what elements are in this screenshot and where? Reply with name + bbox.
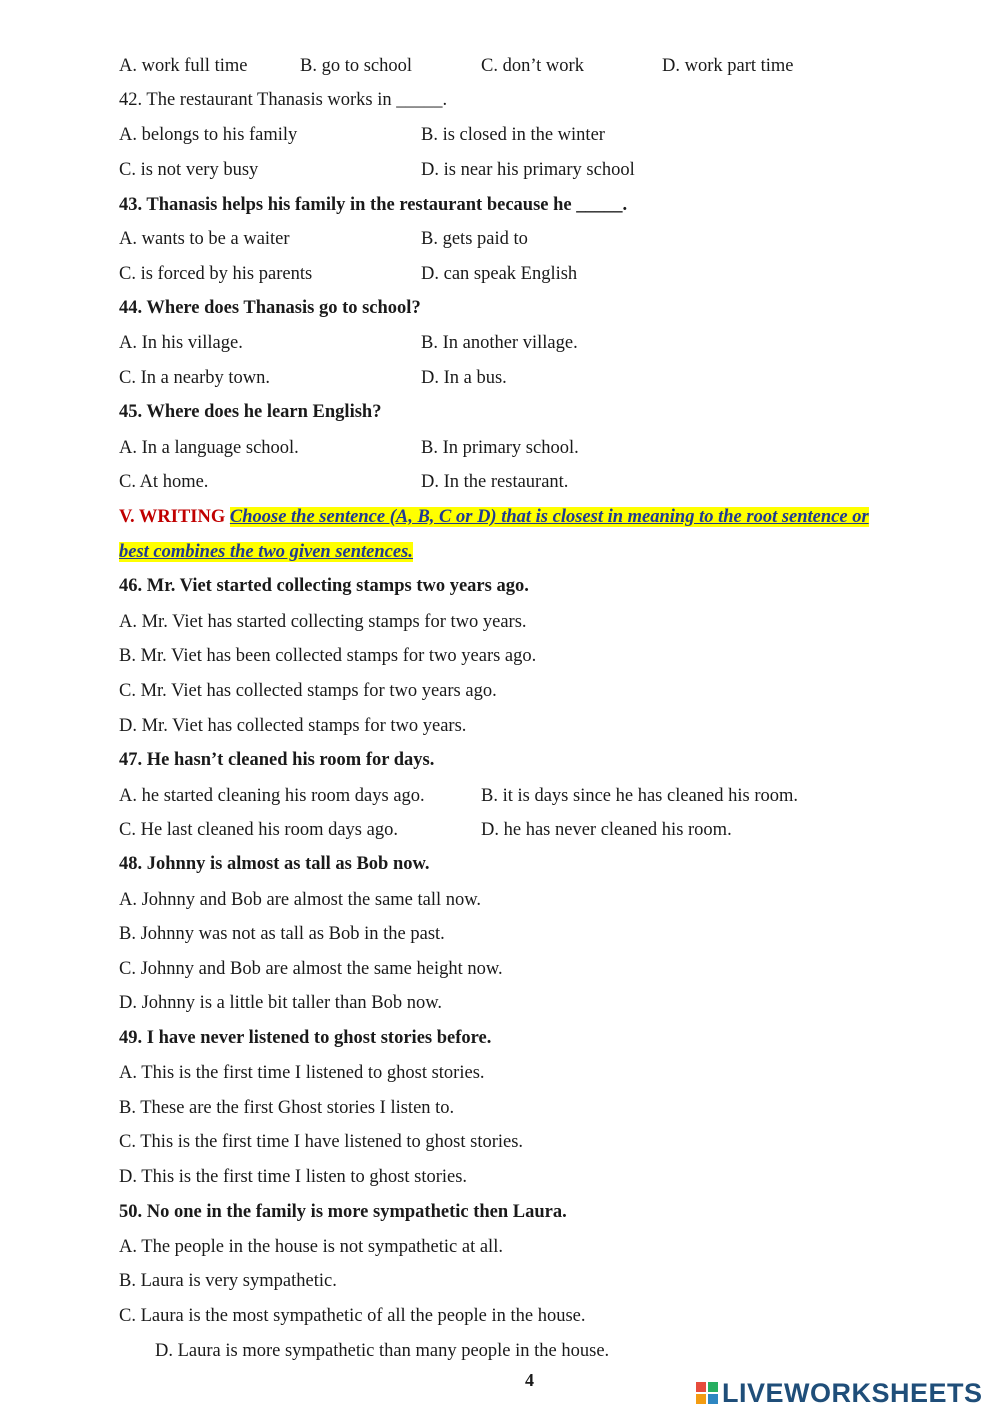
q49-option-a[interactable]: A. This is the first time I listened to ghost stories. <box>119 1063 485 1083</box>
q47-stem: 47. He hasn’t cleaned his room for days. <box>119 750 435 770</box>
section-instruction-line2: best combines the two given sentences. <box>119 542 413 562</box>
q41-option-c[interactable]: C. don’t work <box>481 56 584 76</box>
q42-option-a[interactable]: A. belongs to his family <box>119 125 298 145</box>
q44-stem: 44. Where does Thanasis go to school? <box>119 298 421 318</box>
q49-option-d[interactable]: D. This is the first time I listen to ghost stories. <box>119 1167 468 1187</box>
logo-square-3 <box>696 1394 706 1404</box>
logo-grid-icon <box>696 1382 718 1404</box>
q44-option-d[interactable]: D. In a bus. <box>421 368 507 388</box>
q48-option-a[interactable]: A. Johnny and Bob are almost the same tall now. <box>119 890 482 910</box>
q47-option-d[interactable]: D. he has never cleaned his room. <box>481 820 732 840</box>
q45-option-c[interactable]: C. At home. <box>119 472 209 492</box>
q50-option-a[interactable]: A. The people in the house is not sympathetic at all. <box>119 1237 503 1257</box>
q48-option-b[interactable]: B. Johnny was not as tall as Bob in the past. <box>119 924 445 944</box>
section-heading <box>119 505 869 529</box>
q49-stem: 49. I have never listened to ghost stories before. <box>119 1028 492 1048</box>
q46-option-b[interactable]: B. Mr. Viet has been collected stamps for two years ago. <box>119 646 537 666</box>
q41-option-b[interactable]: B. go to school <box>300 56 413 76</box>
q45-stem: 45. Where does he learn English? <box>119 402 382 422</box>
liveworksheets-logo[interactable] <box>696 1377 983 1409</box>
q47-option-a[interactable]: A. he started cleaning his room days ago. <box>119 786 425 806</box>
q47-option-c[interactable]: C. He last cleaned his room days ago. <box>119 820 398 840</box>
q46-option-d[interactable]: D. Mr. Viet has collected stamps for two years. <box>119 716 467 736</box>
q48-stem: 48. Johnny is almost as tall as Bob now. <box>119 854 430 874</box>
section-instruction-line1: Choose the sentence (A, B, C or D) that is closest in meaning to the root sentence or <box>229 507 869 527</box>
q48-option-d[interactable]: D. Johnny is a little bit taller than Bob now. <box>119 993 443 1013</box>
q49-option-c[interactable]: C. This is the first time I have listened to ghost stories. <box>119 1132 524 1152</box>
q46-option-c[interactable]: C. Mr. Viet has collected stamps for two years ago. <box>119 681 497 701</box>
q45-option-b[interactable]: B. In primary school. <box>421 438 579 458</box>
q43-option-a[interactable]: A. wants to be a waiter <box>119 229 290 249</box>
q49-option-b[interactable]: B. These are the first Ghost stories I listen to. <box>119 1098 455 1118</box>
q41-option-a[interactable]: A. work full time <box>119 56 248 76</box>
q42-option-d[interactable]: D. is near his primary school <box>421 160 635 180</box>
q46-option-a[interactable]: A. Mr. Viet has started collecting stamps for two years. <box>119 612 527 632</box>
q50-option-c[interactable]: C. Laura is the most sympathetic of all the people in the house. <box>119 1306 586 1326</box>
page-number: 4 <box>525 1370 534 1390</box>
q44-option-b[interactable]: B. In another village. <box>421 333 578 353</box>
section-instruction-row2 <box>119 540 413 564</box>
q43-option-c[interactable]: C. is forced by his parents <box>119 264 313 284</box>
q42-option-c[interactable]: C. is not very busy <box>119 160 259 180</box>
logo-square-1 <box>696 1382 706 1392</box>
q43-option-b[interactable]: B. gets paid to <box>421 229 528 249</box>
q48-option-c[interactable]: C. Johnny and Bob are almost the same height now. <box>119 959 503 979</box>
logo-square-2 <box>708 1382 718 1392</box>
q44-option-a[interactable]: A. In his village. <box>119 333 243 353</box>
logo-square-4 <box>708 1394 718 1404</box>
q50-stem: 50. No one in the family is more sympathetic then Laura. <box>119 1202 567 1222</box>
q50-option-b[interactable]: B. Laura is very sympathetic. <box>119 1271 337 1291</box>
section-title: V. WRITING <box>119 507 226 527</box>
q47-option-b[interactable]: B. it is days since he has cleaned his room. <box>481 786 799 806</box>
q50-option-d[interactable]: D. Laura is more sympathetic than many people in the house. <box>155 1341 610 1361</box>
q42-option-b[interactable]: B. is closed in the winter <box>421 125 605 145</box>
q43-stem: 43. Thanasis helps his family in the restaurant because he _____. <box>119 195 628 215</box>
q42-stem: 42. The restaurant Thanasis works in _____. <box>119 90 448 110</box>
q45-option-a[interactable]: A. In a language school. <box>119 438 299 458</box>
q43-option-d[interactable]: D. can speak English <box>421 264 578 284</box>
q46-stem: 46. Mr. Viet started collecting stamps two years ago. <box>119 576 529 596</box>
q44-option-c[interactable]: C. In a nearby town. <box>119 368 271 388</box>
q41-option-d[interactable]: D. work part time <box>662 56 794 76</box>
logo-text: LIVEWORKSHEETS <box>722 1377 983 1408</box>
q45-option-d[interactable]: D. In the restaurant. <box>421 472 569 492</box>
